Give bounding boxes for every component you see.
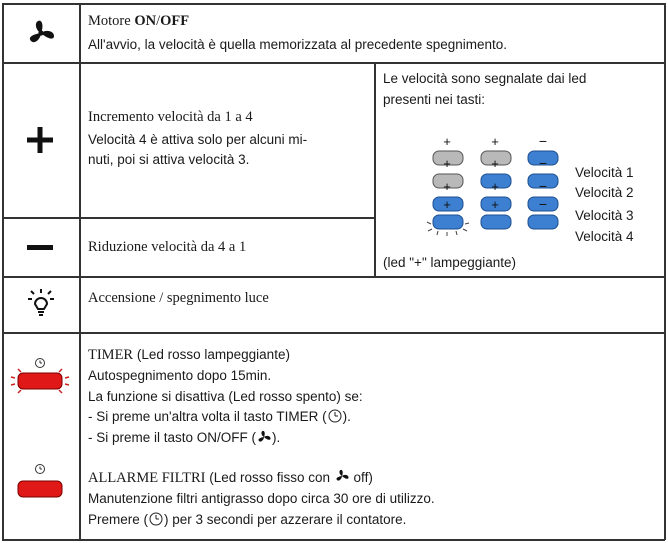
led-blue	[481, 215, 511, 229]
fan-icon	[334, 469, 350, 483]
row-divider	[2, 62, 665, 64]
led-blue	[528, 215, 558, 229]
clock-icon	[148, 512, 164, 526]
row-divider	[2, 217, 374, 219]
column-divider	[79, 3, 81, 540]
speed-intro-line2: presenti nei tasti:	[383, 92, 486, 107]
row-divider	[2, 332, 665, 334]
speed-level-2: Velocità 2	[575, 185, 634, 200]
speed-led-diagram	[425, 135, 570, 247]
speed-level-1: Velocità 1	[575, 165, 634, 180]
svg-text:−: −	[538, 196, 548, 212]
table-border-left	[2, 3, 4, 540]
fan-icon	[256, 430, 272, 444]
row-divider	[2, 276, 665, 278]
clock-icon	[327, 409, 343, 423]
decrement-title: Riduzione velocità da 4 a 1	[88, 239, 247, 255]
svg-text:+: +	[443, 197, 451, 212]
svg-text:+: +	[443, 179, 451, 194]
timer-line3: - Si preme un'altra volta il tasto TIMER ( ).	[88, 409, 351, 424]
svg-text:−: −	[538, 178, 548, 194]
filter-alarm-red-led-icon	[14, 462, 66, 502]
filter-alarm-title: ALLARME FILTRI (Led rosso fisso con off)	[88, 470, 373, 486]
svg-text:+: +	[491, 179, 499, 194]
increment-description-line1: Velocità 4 è attiva solo per alcuni mi-	[88, 132, 308, 147]
timer-line1: Autospegnimento dopo 15min.	[88, 368, 272, 383]
timer-blinking-red-led-icon	[10, 356, 70, 398]
timer-line4: - Si preme il tasto ON/OFF ( ).	[88, 430, 281, 445]
filter-alarm-line2: Premere ( ) per 3 secondi per azzerare il contatore.	[88, 512, 407, 527]
increment-title: Incremento velocità da 1 a 4	[88, 109, 253, 125]
svg-text:−: −	[538, 135, 548, 149]
svg-text:+: +	[443, 156, 451, 171]
speed-blink-note: (led "+" lampeggiante)	[383, 255, 517, 270]
speed-intro-line1: Le velocità sono segnalate dai led	[383, 71, 587, 86]
plus-label: +	[443, 135, 451, 149]
filter-alarm-line1: Manutenzione filtri antigrasso dopo circa 30 ore di utilizzo.	[88, 491, 435, 506]
led-blue-blinking	[433, 215, 463, 229]
plus-icon	[26, 126, 54, 154]
timer-title: TIMER (Led rosso lampeggiante)	[88, 347, 290, 363]
svg-text:+: +	[491, 156, 499, 171]
speed-level-4: Velocità 4	[575, 229, 634, 244]
light-bulb-icon	[25, 287, 57, 321]
svg-text:+: +	[491, 135, 499, 149]
fan-icon	[25, 19, 57, 47]
table-border-top	[2, 3, 665, 5]
table-border-bottom	[2, 539, 665, 541]
light-title: Accensione / spegnimento luce	[88, 290, 269, 306]
column-divider	[374, 62, 376, 277]
speed-level-3: Velocità 3	[575, 208, 634, 223]
increment-description-line2: nuti, poi si attiva velocità 3.	[88, 152, 250, 167]
timer-line2: La funzione si disattiva (Led rosso spento) se:	[88, 389, 363, 404]
table-border-right	[664, 3, 666, 540]
svg-text:+: +	[491, 197, 499, 212]
minus-icon	[26, 243, 54, 253]
svg-text:−: −	[538, 155, 548, 171]
motor-title: Motore ON/OFF	[88, 13, 190, 29]
motor-description: All'avvio, la velocità è quella memorizzata al precedente spegnimento.	[88, 37, 508, 52]
